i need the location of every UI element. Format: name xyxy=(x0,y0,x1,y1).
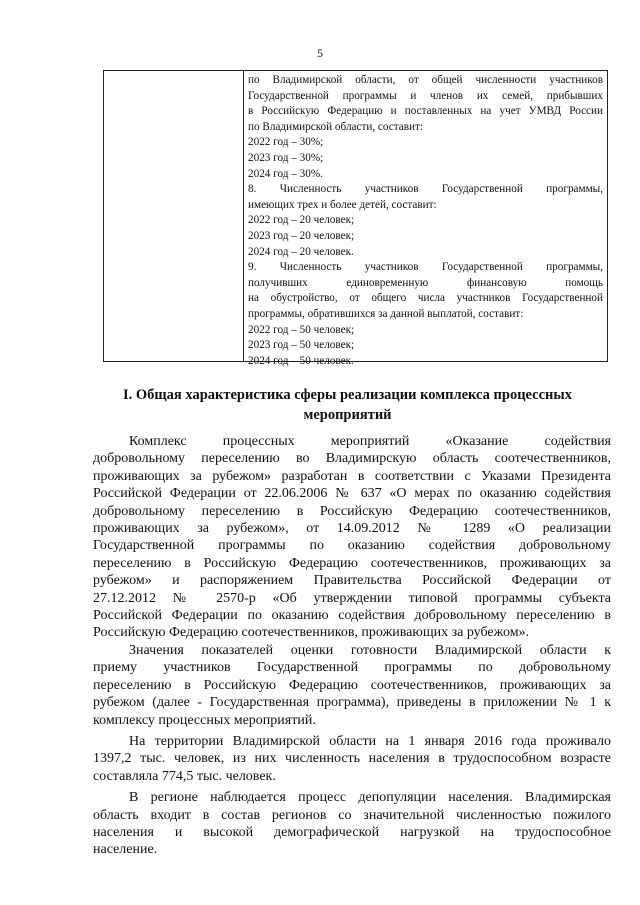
table-line: 2022 год – 20 человек; xyxy=(248,214,355,227)
table-line: 2024 год – 50 человек. xyxy=(248,354,354,367)
page-number: 5 xyxy=(317,46,323,60)
section-heading-line: мероприятий xyxy=(303,407,392,423)
table-line: имеющих трех и более детей, составит: xyxy=(248,198,437,211)
table-line: программы, обратившихся за данной выплатой, составит: xyxy=(248,307,524,320)
body-line: Комплекс процессных мероприятий «Оказание содействия xyxy=(129,434,611,449)
table-line: по Владимирской области, составит: xyxy=(248,120,423,133)
body-line: переселению в Российскую Федерацию соотечественников, проживающих за xyxy=(93,555,611,571)
table-line: получивших единовременную финансовую помощь xyxy=(248,276,603,289)
table-line: 2022 год – 30%; xyxy=(248,136,324,149)
body-line: 27.12.2012 № 2570-р «Об утверждении типовой программы субъекта xyxy=(93,590,611,606)
body-line: Значения показателей оценки готовности Владимирской области к xyxy=(129,642,611,658)
table-line: на обустройство, от общего числа участников Государственной xyxy=(248,292,603,305)
body-line: население. xyxy=(93,842,158,858)
table-line: 2024 год – 20 человек. xyxy=(248,245,354,258)
body-line: проживающих за рубежом» разработан в соответствии с Указами Президента xyxy=(93,468,611,484)
table-line: в Российскую Федерацию и поставленных на учет УМВД России xyxy=(248,105,603,118)
body-line: Российской Федерации по оказанию содействия добровольному переселению в xyxy=(93,608,611,624)
table-line: 2023 год – 30%; xyxy=(248,151,324,164)
table-line: по Владимирской области, от общей численности участников xyxy=(248,74,603,86)
section-heading-line: I. Общая характеристика сферы реализации комплекса процессных xyxy=(123,387,572,403)
body-line: приему участников Государственной программы по добровольному xyxy=(93,660,611,676)
body-line: проживающих за рубежом», от 14.09.2012 № 1289 «О реализации xyxy=(93,521,611,537)
body-line: добровольному переселению в Российскую Федерацию соотечественников, xyxy=(93,503,611,519)
body-line: добровольному переселению во Владимирскую область соотечественников, xyxy=(93,451,611,467)
body-line: населения и высокой демографической нагрузкой на трудоспособное xyxy=(93,824,611,840)
table-right-cell xyxy=(244,71,607,367)
body-line: рубежом» и распоряжением Правительства Российской Федерации от xyxy=(93,573,611,589)
body-line: 1397,2 тыс. человек, из них численность населения в трудоспособном возрасте xyxy=(93,751,611,767)
body-line: Государственной программы по оказанию содействия добровольному xyxy=(93,538,611,554)
table-line: 9. Численность участников Государственной программы, xyxy=(248,261,603,274)
table-left-cell xyxy=(104,71,244,361)
table-line: 2023 год – 50 человек; xyxy=(248,339,355,352)
body-line: переселению в Российскую Федерацию соотечественников, проживающих за xyxy=(93,677,611,693)
body-line: На территории Владимирской области на 1 января 2016 года проживало xyxy=(129,733,611,749)
body-line: комплексу процессных мероприятий. xyxy=(93,712,316,728)
body-text xyxy=(93,433,611,859)
table-line: 2023 год – 20 человек; xyxy=(248,229,355,242)
body-line: рубежом (далее - Государственная программа), приведены в приложении № 1 к xyxy=(93,695,611,711)
body-line: Российской Федерации от 22.06.2006 № 637 «О мерах по оказанию содействия xyxy=(93,486,611,502)
table-line: 2024 год – 30%. xyxy=(248,167,323,180)
body-line: Российскую Федерацию соотечественников, проживающих за рубежом». xyxy=(93,625,530,641)
table-line: Государственной программы и членов их семей, прибывших xyxy=(248,89,603,102)
indicators-table xyxy=(103,70,608,367)
table-line: 2022 год – 50 человек; xyxy=(248,323,355,336)
body-line: составляла 774,5 тыс. человек. xyxy=(93,768,276,784)
section-heading xyxy=(90,385,605,425)
body-line: В регионе наблюдается процесс депопуляции населения. Владимирская xyxy=(129,790,611,806)
body-line: область входит в состав регионов со значительной численностью пожилого xyxy=(93,807,611,823)
table-line: 8. Численность участников Государственной программы, xyxy=(248,183,603,196)
